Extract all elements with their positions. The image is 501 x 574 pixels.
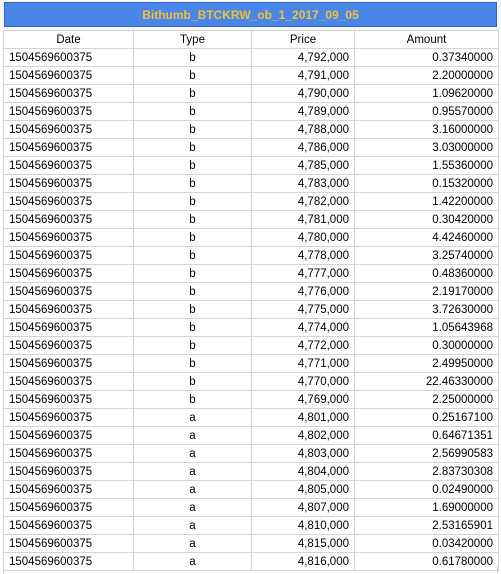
cell-date[interactable]: 1504569600375 bbox=[4, 265, 134, 283]
cell-type[interactable]: b bbox=[134, 121, 252, 139]
cell-date[interactable]: 1504569600375 bbox=[4, 409, 134, 427]
cell-price[interactable]: 4,771,000 bbox=[252, 355, 355, 373]
table-row bbox=[4, 247, 499, 265]
cell-date[interactable]: 1504569600375 bbox=[4, 157, 134, 175]
cell-amount[interactable]: 0.03420000 bbox=[355, 535, 499, 553]
table-row bbox=[4, 463, 499, 481]
title-row bbox=[0, 0, 501, 30]
table-row bbox=[4, 427, 499, 445]
table-row bbox=[4, 481, 499, 499]
table-row bbox=[4, 409, 499, 427]
cell-amount[interactable]: 0.30000000 bbox=[355, 337, 499, 355]
table-row bbox=[4, 391, 499, 409]
table-row bbox=[4, 49, 499, 67]
cell-price[interactable]: 4,770,000 bbox=[252, 373, 355, 391]
table-row bbox=[4, 157, 499, 175]
sheet-title-cell[interactable]: Bithumb_BTCKRW_ob_1_2017_09_05 bbox=[4, 2, 497, 27]
cell-date[interactable]: 1504569600375 bbox=[4, 229, 134, 247]
cell-amount[interactable]: 0.30420000 bbox=[355, 211, 499, 229]
cell-amount[interactable]: 0.48360000 bbox=[355, 265, 499, 283]
table-row bbox=[4, 301, 499, 319]
cell-date[interactable]: 1504569600375 bbox=[4, 427, 134, 445]
cell-type[interactable]: b bbox=[134, 337, 252, 355]
cell-amount[interactable]: 0.64671351 bbox=[355, 427, 499, 445]
cell-amount[interactable]: 2.19170000 bbox=[355, 283, 499, 301]
cell-type[interactable]: b bbox=[134, 247, 252, 265]
cell-type[interactable]: b bbox=[134, 373, 252, 391]
cell-type[interactable]: a bbox=[134, 427, 252, 445]
cell-amount[interactable]: 3.25740000 bbox=[355, 247, 499, 265]
cell-price[interactable]: 4,783,000 bbox=[252, 175, 355, 193]
cell-price[interactable]: 4,777,000 bbox=[252, 265, 355, 283]
cell-date[interactable]: 1504569600375 bbox=[4, 67, 134, 85]
cell-type[interactable]: a bbox=[134, 517, 252, 535]
cell-date[interactable]: 1504569600375 bbox=[4, 445, 134, 463]
table-row bbox=[4, 175, 499, 193]
cell-price[interactable]: 4,782,000 bbox=[252, 193, 355, 211]
cell-amount[interactable]: 3.03000000 bbox=[355, 139, 499, 157]
cell-date[interactable]: 1504569600375 bbox=[4, 319, 134, 337]
cell-price[interactable]: 4,789,000 bbox=[252, 103, 355, 121]
cell-date[interactable]: 1504569600375 bbox=[4, 553, 134, 571]
cell-date[interactable]: 1504569600375 bbox=[4, 175, 134, 193]
cell-amount[interactable]: 3.72630000 bbox=[355, 301, 499, 319]
cell-price[interactable]: 4,769,000 bbox=[252, 391, 355, 409]
cell-type[interactable]: a bbox=[134, 499, 252, 517]
cell-date[interactable]: 1504569600375 bbox=[4, 463, 134, 481]
cell-type[interactable]: b bbox=[134, 301, 252, 319]
cell-price[interactable]: 4,801,000 bbox=[252, 409, 355, 427]
cell-type[interactable]: a bbox=[134, 481, 252, 499]
cell-date[interactable]: 1504569600375 bbox=[4, 139, 134, 157]
cell-type[interactable]: b bbox=[134, 283, 252, 301]
cell-type[interactable]: a bbox=[134, 553, 252, 571]
cell-type[interactable]: b bbox=[134, 355, 252, 373]
cell-type[interactable]: b bbox=[134, 103, 252, 121]
cell-price[interactable]: 4,778,000 bbox=[252, 247, 355, 265]
cell-amount[interactable]: 1.09620000 bbox=[355, 85, 499, 103]
column-header-date[interactable]: Date bbox=[4, 31, 134, 49]
cell-type[interactable]: b bbox=[134, 139, 252, 157]
cell-date[interactable]: 1504569600375 bbox=[4, 535, 134, 553]
cell-price[interactable]: 4,772,000 bbox=[252, 337, 355, 355]
column-header-price[interactable]: Price bbox=[252, 31, 355, 49]
table-row bbox=[4, 355, 499, 373]
header-row bbox=[4, 31, 499, 49]
table-row bbox=[4, 517, 499, 535]
cell-price[interactable]: 4,781,000 bbox=[252, 211, 355, 229]
cell-date[interactable]: 1504569600375 bbox=[4, 337, 134, 355]
table-row bbox=[4, 229, 499, 247]
cell-price[interactable]: 4,790,000 bbox=[252, 85, 355, 103]
partial-row bbox=[3, 565, 498, 574]
cell-amount[interactable]: 3.16000000 bbox=[355, 121, 499, 139]
cell-amount[interactable]: 1.55360000 bbox=[355, 157, 499, 175]
cell-date[interactable]: 1504569600375 bbox=[4, 211, 134, 229]
cell-price[interactable]: 4,804,000 bbox=[252, 463, 355, 481]
cell-price[interactable]: 4,810,000 bbox=[252, 517, 355, 535]
cell-date[interactable]: 1504569600375 bbox=[4, 121, 134, 139]
cell-price[interactable]: 4,792,000 bbox=[252, 49, 355, 67]
table-row bbox=[4, 85, 499, 103]
cell-type[interactable]: a bbox=[134, 535, 252, 553]
cell-amount[interactable]: 1.42200000 bbox=[355, 193, 499, 211]
table-row bbox=[4, 193, 499, 211]
cell-price[interactable]: 4,791,000 bbox=[252, 67, 355, 85]
cell-type[interactable]: b bbox=[134, 211, 252, 229]
cell-amount[interactable]: 2.83730308 bbox=[355, 463, 499, 481]
table-row bbox=[4, 121, 499, 139]
cell-type[interactable]: b bbox=[134, 193, 252, 211]
cell-date[interactable]: 1504569600375 bbox=[4, 391, 134, 409]
cell-date[interactable]: 1504569600375 bbox=[4, 247, 134, 265]
table-row bbox=[4, 139, 499, 157]
table-row bbox=[4, 103, 499, 121]
cell-date[interactable]: 1504569600375 bbox=[4, 103, 134, 121]
cell-amount[interactable]: 0.61780000 bbox=[355, 553, 499, 571]
cell-type[interactable]: b bbox=[134, 319, 252, 337]
cell-price[interactable]: 4,788,000 bbox=[252, 121, 355, 139]
cell-price[interactable]: 4,803,000 bbox=[252, 445, 355, 463]
orderbook-table bbox=[3, 30, 499, 571]
cell-type[interactable]: b bbox=[134, 391, 252, 409]
table-row bbox=[4, 319, 499, 337]
cell-type[interactable]: b bbox=[134, 175, 252, 193]
cell-amount[interactable]: 1.69000000 bbox=[355, 499, 499, 517]
cell-amount[interactable]: 0.37340000 bbox=[355, 49, 499, 67]
cell-type[interactable]: a bbox=[134, 463, 252, 481]
table-row bbox=[4, 535, 499, 553]
cell-price[interactable]: 4,816,000 bbox=[252, 553, 355, 571]
table-row bbox=[4, 445, 499, 463]
cell-price[interactable]: 4,807,000 bbox=[252, 499, 355, 517]
cell-amount[interactable]: 2.20000000 bbox=[355, 67, 499, 85]
cell-price[interactable]: 4,805,000 bbox=[252, 481, 355, 499]
cell-price[interactable]: 4,780,000 bbox=[252, 229, 355, 247]
table-row bbox=[4, 283, 499, 301]
cell-amount[interactable]: 0.25167100 bbox=[355, 409, 499, 427]
cell-date[interactable]: 1504569600375 bbox=[4, 481, 134, 499]
cell-amount[interactable]: 2.49950000 bbox=[355, 355, 499, 373]
cell-price[interactable]: 4,774,000 bbox=[252, 319, 355, 337]
table-row bbox=[4, 373, 499, 391]
cell-price[interactable]: 4,775,000 bbox=[252, 301, 355, 319]
column-header-type[interactable]: Type bbox=[134, 31, 252, 49]
cell-type[interactable]: b bbox=[134, 85, 252, 103]
cell-date[interactable]: 1504569600375 bbox=[4, 355, 134, 373]
cell-type[interactable]: a bbox=[134, 409, 252, 427]
cell-amount[interactable]: 22.46330000 bbox=[355, 373, 499, 391]
cell-type[interactable]: b bbox=[134, 67, 252, 85]
cell-amount[interactable]: 2.56990583 bbox=[355, 445, 499, 463]
cell-date[interactable]: 1504569600375 bbox=[4, 283, 134, 301]
cell-amount[interactable]: 1.05643968 bbox=[355, 319, 499, 337]
table-row bbox=[4, 67, 499, 85]
cell-date[interactable]: 1504569600375 bbox=[4, 49, 134, 67]
cell-price[interactable]: 4,785,000 bbox=[252, 157, 355, 175]
cell-amount[interactable]: 2.25000000 bbox=[355, 391, 499, 409]
table-row bbox=[4, 499, 499, 517]
cell-price[interactable]: 4,802,000 bbox=[252, 427, 355, 445]
cell-date[interactable]: 1504569600375 bbox=[4, 499, 134, 517]
column-header-amount[interactable]: Amount bbox=[355, 31, 499, 49]
cell-type[interactable]: b bbox=[134, 49, 252, 67]
table-row bbox=[4, 265, 499, 283]
table-body bbox=[4, 49, 499, 571]
cell-date[interactable]: 1504569600375 bbox=[4, 85, 134, 103]
cell-type[interactable]: b bbox=[134, 229, 252, 247]
cell-date[interactable]: 1504569600375 bbox=[4, 373, 134, 391]
table-row bbox=[4, 211, 499, 229]
cell-type[interactable]: b bbox=[134, 265, 252, 283]
cell-date[interactable]: 1504569600375 bbox=[4, 301, 134, 319]
cell-price[interactable]: 4,776,000 bbox=[252, 283, 355, 301]
cell-amount[interactable]: 2.53165901 bbox=[355, 517, 499, 535]
cell-date[interactable]: 1504569600375 bbox=[4, 193, 134, 211]
cell-price[interactable]: 4,815,000 bbox=[252, 535, 355, 553]
cell-amount[interactable]: 4.42460000 bbox=[355, 229, 499, 247]
table-row bbox=[4, 337, 499, 355]
cell-amount[interactable]: 0.95570000 bbox=[355, 103, 499, 121]
cell-amount[interactable]: 0.02490000 bbox=[355, 481, 499, 499]
cell-type[interactable]: b bbox=[134, 157, 252, 175]
cell-date[interactable]: 1504569600375 bbox=[4, 517, 134, 535]
cell-price[interactable]: 4,786,000 bbox=[252, 139, 355, 157]
cell-amount[interactable]: 0.15320000 bbox=[355, 175, 499, 193]
cell-type[interactable]: a bbox=[134, 445, 252, 463]
